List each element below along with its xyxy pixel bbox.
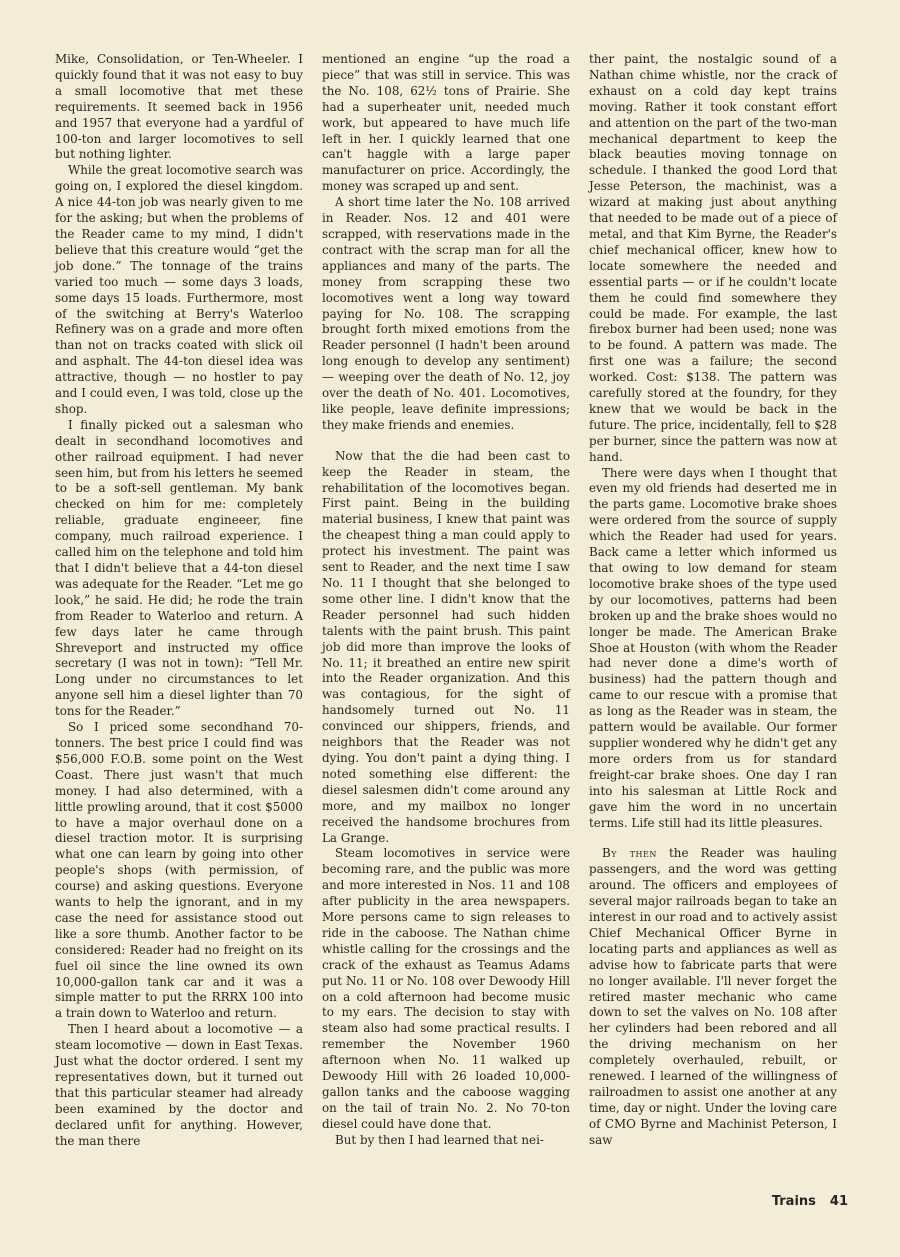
column-1 xyxy=(55,52,303,1150)
paragraph: ther paint, the nostalgic sound of a Nathan chime whistle, nor the crack of exhaust on a cold day kept trains moving. Rather it took constant effort and attention on the part of the two-man mechanical department to keep the black beauties moving tonnage on schedule. I thanked the good Lord that Jesse Peterson, the machinist, was a wizard at making just about anything that needed to be made out of a piece of metal, and that Kim Byrne, the Reader's chief mechanical officer, knew how to locate somewhere the needed and essential parts — or if he couldn't locate them he could find somewhere they could be made. For example, the last firebox burner had been used; none was to be found. A pattern was made. The first one was a failure; the second worked. Cost: $138. The pattern was carefully stored at the foundry, for they knew that we would be back in the future. The price, incidentally, fell to $28 per burner, since the pattern was now at hand. xyxy=(589,52,837,464)
small-caps-lead: By then xyxy=(602,846,657,861)
paragraph: While the great locomotive search was going on, I explored the diesel kingdom. A nice 44-ton job was nearly given to me for the asking; but when the problems of the Reader came to my mind, I didn't believe that this creature would “get the job done.” The tonnage of the trains varied too much — some days 3 loads, some days 15 loads. Furthermore, most of the switching at Berry's Waterloo Refinery was on a grade and more often than not on tracks coated with slick oil and asphalt. The 44-ton diesel idea was attractive, though — no hostler to pay and I could even, I was told, close up the shop. xyxy=(55,163,303,416)
section-lead-paragraph xyxy=(589,846,837,1148)
paragraph: Steam locomotives in service were becoming rare, and the public was more and more interested in Nos. 11 and 108 after publicity in the area newspapers. More persons came to sign releases to ride in the caboose. The Nathan chime whistle calling for the crossings and the crack of the exhaust as Teamus Adams put No. 11 or No. 108 over Dewoody Hill on a cold afternoon had become music to my ears. The decision to stay with steam also had some practical results. I remember the November 1960 afternoon when No. 11 walked up Dewoody Hill with 26 loaded 10,000-gallon tanks and the caboose wagging on the tail of train No. 2. No 70-ton diesel could have done that. xyxy=(322,846,570,1131)
paragraph: Now that the die had been cast to keep the Reader in steam, the rehabilitation of the locomotives began. First paint. Being in the building material business, I knew that paint was the cheapest thing a man could apply to protect his investment. The paint was sent to Reader, and the next time I saw No. 11 I thought that she belonged to some other line. I didn't know that the Reader personnel had such hidden talents with the paint brush. This paint job did more than improve the looks of No. 11; it breathed an entire new spirit into the Reader organization. And this was contagious, for the sight of handsomely turned out No. 11 convinced our shippers, friends, and neighbors that the Reader was not dying. You don't paint a dying thing. I noted something else different: the diesel salesmen didn't come around any more, and my mailbox no longer received the handsome brochures from La Grange. xyxy=(322,448,570,845)
paragraph: mentioned an engine “up the road a piece” that was still in service. This was the No. 108, 62½ tons of Prairie. She had a superheater unit, needed much work, but appeared to have much life left in her. I quickly learned that one can't haggle with a large paper manufacturer on price. Accordingly, the money was scraped up and sent. xyxy=(322,52,570,194)
paragraph: So I priced some secondhand 70-tonners. The best price I could find was $56,000 F.O.B. some point on the West Coast. There just wasn't that much money. I had also determined, with a little prowling around, that it cost $5000 to have a major overhaul done on a diesel traction motor. It is surprising what one can learn by going into other people's shops (with permission, of course) and asking questions. Everyone wants to help the ignorant, and in my case the need for assistance stood out like a sore thumb. Another factor to be considered: Reader had no freight on its fuel oil since the line owned its own 10,000-gallon tank car and it was a simple matter to put the RRRX 100 into a train down to Waterloo and return. xyxy=(55,720,303,1021)
lead-text: the Reader was hauling passengers, and the word was getting around. The officers and employees of several major railroads began to take an interest in our road and to actively assist Chief Mechanical Officer Byrne in locating parts and appliances as well as advise how to fabricate parts that were no longer available. I'll never forget the retired master mechanic who came down to set the valves on No. 108 after her cylinders had been rebored and all the driving mechanism on her completely overhauled, rebuilt, or renewed. I learned of the willingness of railroadmen to assist one another at any time, day or night. Under the loving care of CMO Byrne and Machinist Peterson, I saw xyxy=(589,846,838,1147)
column-3 xyxy=(589,52,837,1149)
magazine-name: Trains xyxy=(771,1194,816,1209)
paragraph: Then I heard about a locomotive — a steam locomotive — down in East Texas. Just what the doctor ordered. I sent my representatives down, but it turned out that this particular steamer had already been examined by the doctor and declared unfit for anything. However, the man there xyxy=(55,1022,303,1148)
paragraph: But by then I had learned that nei- xyxy=(335,1132,544,1147)
paragraph: There were days when I thought that even my old friends had deserted me in the parts game. Locomotive brake shoes were ordered from the source of supply which the Reader had used for years. Back came a letter which informed us that owing to low demand for steam locomotive brake shoes of the type used by our locomotives, patterns had been broken up and the brake shoes would no longer be made. The American Brake Shoe at Houston (with whom the Reader had never done a dime's worth of business) had the pattern though and came to our rescue with a promise that as long as the Reader was in steam, the pattern would be available. Our former supplier wondered why he didn't get any more orders from us for standard freight-car brake shoes. One day I ran into his salesman at Little Rock and gave him the word in no uncertain terms. Life still had its little pleasures. xyxy=(589,465,837,830)
column-2 xyxy=(322,52,570,1149)
paragraph: A short time later the No. 108 arrived in Reader. Nos. 12 and 401 were scrapped, with reservations made in the contract with the scrap man for all the appliances and many of the parts. The money from scrapping these two locomotives went a long way toward paying for No. 108. The scrapping brought forth mixed emotions from the Reader personnel (I hadn't been around long enough to develop any sentiment) — weeping over the death of No. 12, joy over the death of No. 401. Locomotives, like people, leave definite impressions; they make friends and enemies. xyxy=(322,195,570,432)
page-footer xyxy=(772,1194,848,1209)
paragraph: I finally picked out a salesman who dealt in secondhand locomotives and other railroad equipment. I had never seen him, but from his letters he seemed to be a soft-sell gentleman. My bank checked on him for me: completely reliable, graduate engineeer, fine company, much railroad experience. I called him on the telephone and told him that I didn't believe that a 44-ton diesel was adequate for the Reader. “Let me go look,” he said. He did; he rode the train from Reader to Waterloo and return. A few days later he came through Shreveport and instructed my office secretary (I was not in town): “Tell Mr. Long under no circumstances to let anyone sell him a diesel lighter than 70 tons for the Reader.” xyxy=(55,417,303,719)
page-number: 41 xyxy=(829,1194,848,1209)
paragraph: Mike, Consolidation, or Ten-Wheeler. I quickly found that it was not easy to buy a small locomotive that met these requirements. It seemed back in 1956 and 1957 that everyone had a yardful of 100-ton and larger locomotives to sell but nothing lighter. xyxy=(55,52,303,162)
